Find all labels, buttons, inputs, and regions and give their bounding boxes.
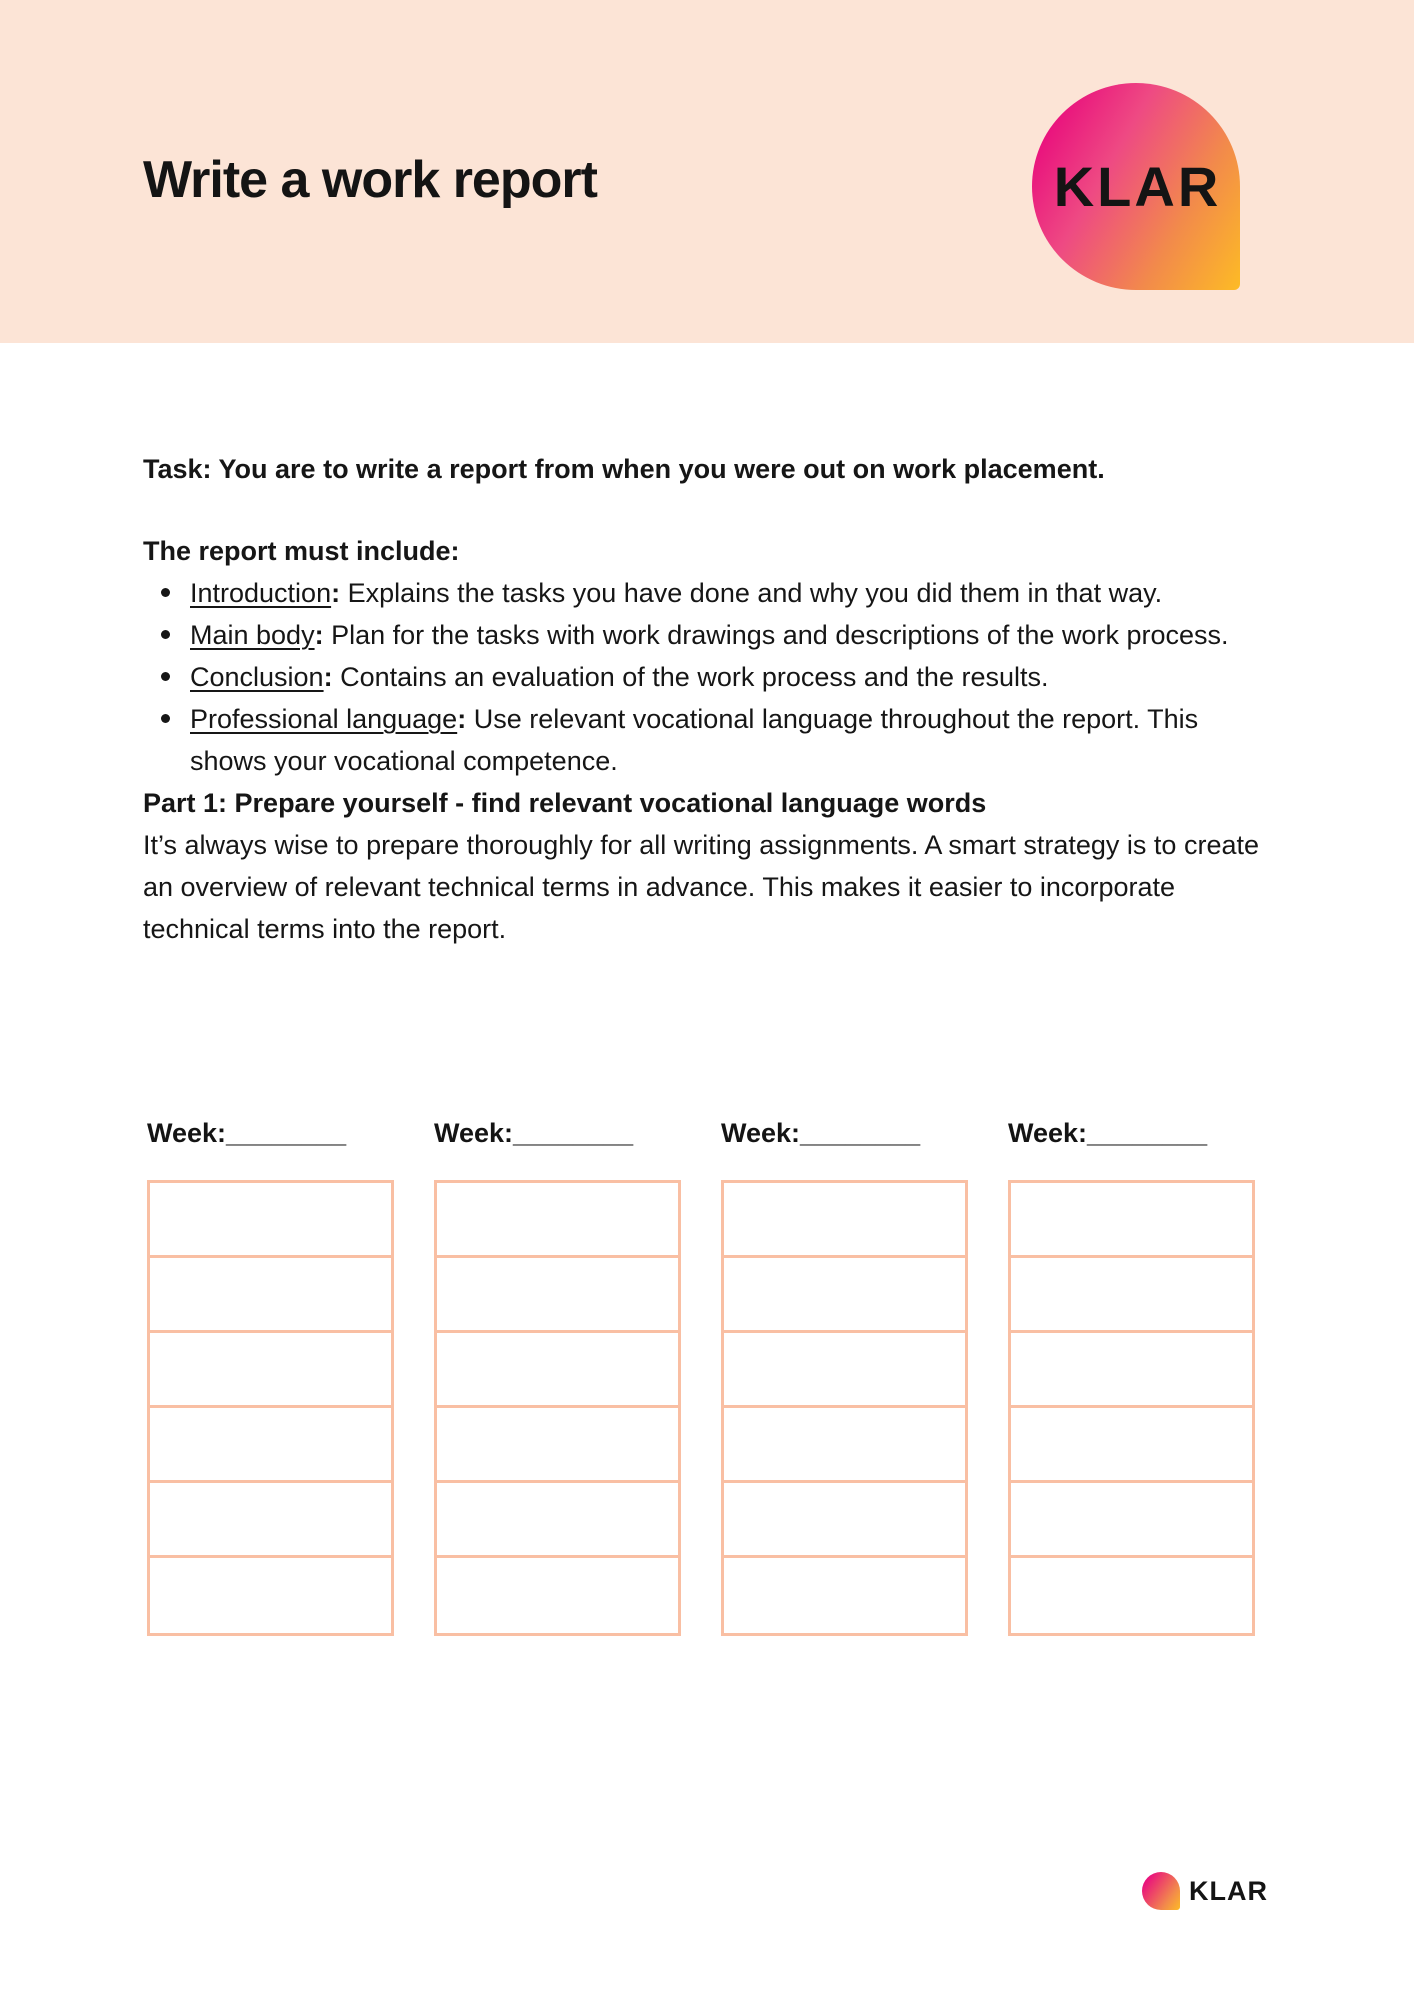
header-band — [0, 0, 1414, 343]
week-cell[interactable] — [437, 1408, 678, 1483]
week-cell[interactable] — [150, 1258, 391, 1333]
part1-heading: Part 1: Prepare yourself - find relevant vocational language words — [143, 788, 987, 818]
requirement-colon: : — [323, 662, 333, 692]
week-cell[interactable] — [150, 1333, 391, 1408]
requirements-list — [143, 572, 1273, 782]
requirement-label: Professional language — [190, 704, 458, 734]
requirement-label: Main body — [190, 620, 315, 650]
week-cell[interactable] — [150, 1558, 391, 1633]
week-cell[interactable] — [150, 1408, 391, 1483]
list-item-main-body — [143, 614, 1273, 656]
part1-paragraph: It’s always wise to prepare thoroughly for all writing assignments. A smart strategy is to create an overview of relevant technical terms in advance. This makes it easier to incorporate technical terms into the report. — [143, 830, 1259, 944]
list-item-conclusion — [143, 656, 1273, 698]
footer-logo — [1142, 1872, 1268, 1910]
requirement-text: Use relevant vocational language throughout the report. This shows your vocational competence. — [190, 704, 1199, 776]
weeks-section — [147, 1113, 1255, 1636]
bullet-icon — [161, 714, 170, 723]
week-table — [1008, 1180, 1255, 1636]
klar-logo-small-icon — [1142, 1872, 1180, 1910]
bullet-icon — [161, 588, 170, 597]
requirement-label: Conclusion — [190, 662, 324, 692]
week-label: Week:________ — [721, 1118, 921, 1148]
worksheet-body — [143, 448, 1273, 950]
week-cell[interactable] — [1011, 1183, 1252, 1258]
week-cell[interactable] — [150, 1183, 391, 1258]
week-cell[interactable] — [724, 1558, 965, 1633]
week-column-2 — [434, 1113, 681, 1636]
week-cell[interactable] — [1011, 1483, 1252, 1558]
bullet-icon — [161, 630, 170, 639]
week-cell[interactable] — [437, 1333, 678, 1408]
week-cell[interactable] — [437, 1558, 678, 1633]
week-cell[interactable] — [724, 1333, 965, 1408]
requirement-colon: : — [314, 620, 324, 650]
week-label: Week:________ — [147, 1118, 347, 1148]
week-cell[interactable] — [1011, 1333, 1252, 1408]
bullet-icon — [161, 672, 170, 681]
requirement-colon: : — [457, 704, 467, 734]
week-column-3 — [721, 1113, 968, 1636]
requirement-label: Introduction — [190, 578, 332, 608]
week-cell[interactable] — [1011, 1258, 1252, 1333]
week-cell[interactable] — [437, 1258, 678, 1333]
include-heading: The report must include: — [143, 536, 460, 566]
week-table — [434, 1180, 681, 1636]
week-cell[interactable] — [150, 1483, 391, 1558]
week-table — [721, 1180, 968, 1636]
week-column-1 — [147, 1113, 394, 1636]
week-cell[interactable] — [724, 1183, 965, 1258]
requirement-colon: : — [331, 578, 341, 608]
week-cell[interactable] — [437, 1183, 678, 1258]
footer-logo-text: KLAR — [1189, 1875, 1268, 1906]
requirement-text: Explains the tasks you have done and why you did them in that way. — [340, 578, 1163, 608]
task-statement: Task: You are to write a report from when you were out on work placement. — [143, 454, 1105, 484]
week-label: Week:________ — [1008, 1118, 1208, 1148]
list-item-introduction — [143, 572, 1273, 614]
list-item-professional-language — [143, 698, 1273, 782]
klar-logo — [1032, 83, 1240, 290]
week-cell[interactable] — [1011, 1558, 1252, 1633]
week-table — [147, 1180, 394, 1636]
klar-logo-text: KLAR — [1053, 155, 1222, 218]
week-cell[interactable] — [724, 1483, 965, 1558]
page-title: Write a work report — [143, 151, 597, 209]
week-cell[interactable] — [1011, 1408, 1252, 1483]
requirement-text: Contains an evaluation of the work process and the results. — [332, 662, 1049, 692]
week-column-4 — [1008, 1113, 1255, 1636]
week-cell[interactable] — [437, 1483, 678, 1558]
week-cell[interactable] — [724, 1408, 965, 1483]
requirement-text: Plan for the tasks with work drawings and descriptions of the work process. — [323, 620, 1229, 650]
week-label: Week:________ — [434, 1118, 634, 1148]
week-cell[interactable] — [724, 1258, 965, 1333]
